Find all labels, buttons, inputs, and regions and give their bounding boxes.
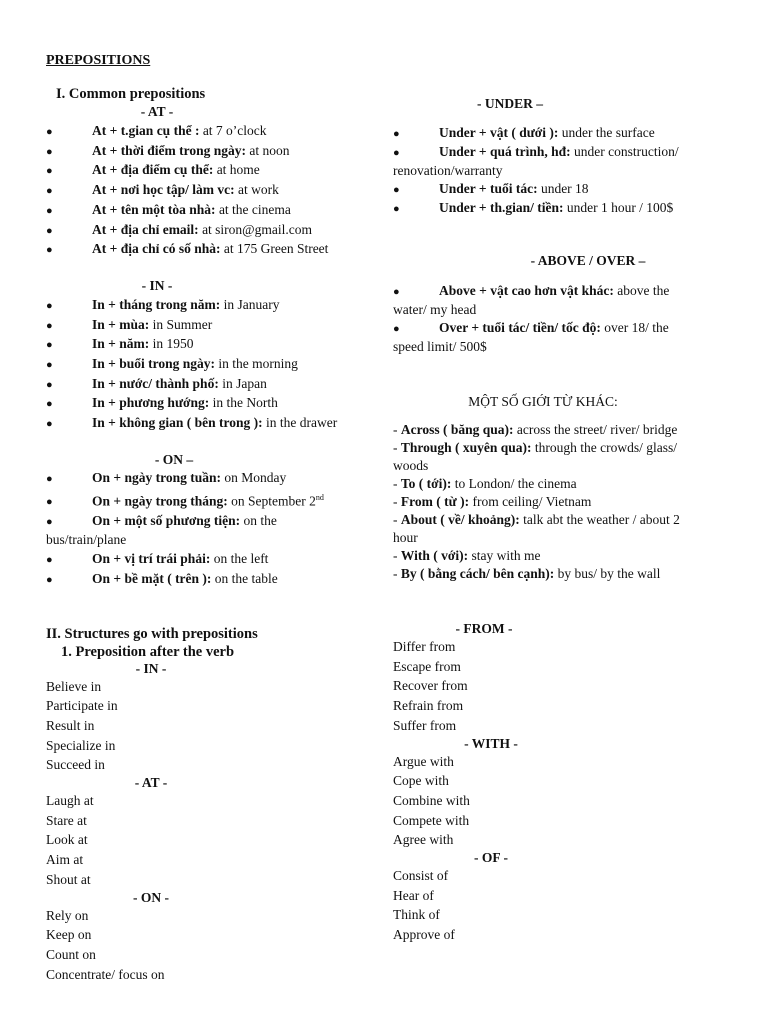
section1-heading: I. Common prepositions [56,86,206,102]
list-item [46,240,376,260]
list-item: Think of [393,907,440,923]
verb-of-list [393,866,733,945]
list-item-term: At + nơi học tập/ làm vc: [92,182,235,198]
list-item [46,512,376,532]
list-item: Agree with [393,832,454,848]
in-heading: - IN - [141,277,173,293]
list-item: Concentrate/ focus on [46,966,165,982]
page-title: PREPOSITIONS [46,53,151,68]
verb-at-list [46,791,376,890]
list-item: hour [393,530,418,545]
list-item: Argue with [393,753,454,769]
in-list [46,296,376,434]
list-item: - To ( tới): to London/ the cinema [393,476,577,491]
list-item-term: In + năm: [92,336,150,352]
list-item-term: Under + tuổi tác: [439,181,538,196]
list-item: ● Under + th.gian/ tiền: under 1 hour / 100$ [393,199,733,218]
list-item: Consist of [393,868,449,884]
list-item: Result in [46,717,95,733]
list-item: Shout at [46,871,91,887]
list-item [46,414,376,434]
list-item-term: Over + tuổi tác/ tiền/ tốc độ: [439,320,601,335]
list-item: ● Under + quá trình, hđ: under construction/ renovation/warranty [393,144,679,178]
list-item-term: Above + vật cao hơn vật khác: [439,283,614,298]
bullet-icon: ● [393,286,400,298]
list-item-text: In + không gian ( bên trong ): in the drawer [92,415,338,431]
verb-of-heading: - OF - [474,850,508,866]
list-item-term: On + ngày trong tháng: [92,493,228,509]
list-item-text: In + mùa: in Summer [92,316,213,332]
list-item: woods [393,458,429,473]
list-item-term: About ( về/ khoảng): [400,512,520,527]
section2-subheading: 1. Preposition after the verb [61,643,235,660]
list-item-term: On + ngày trong tuần: [92,469,221,485]
list-item: Stare at [46,812,87,828]
list-item: Count on [46,947,96,962]
bullet-icon: ● [46,398,53,411]
above-heading: - ABOVE / OVER – [530,253,646,268]
list-item [46,161,376,181]
list-item-continuation: bus/train/plane [46,532,127,548]
verb-at-heading: - AT - [134,775,168,791]
list-item: - About ( về/ khoảng): talk abt the weather / about 2 [393,512,680,527]
list-item-term: At + thời điểm trong ngày: [92,142,247,158]
bullet-icon: ● [46,515,53,528]
bullet-icon: ● [46,145,53,158]
bullet-icon: ● [46,554,53,567]
list-item-term: At + tên một tòa nhà: [92,201,216,217]
list-item-term: On + bề mặt ( trên ): [92,570,212,586]
list-item [46,570,376,590]
list-item-term: By ( bằng cách/ bên cạnh): [400,566,555,581]
list-item: Cope with [393,773,449,789]
list-item-text: On + một số phương tiện: on the [92,512,277,528]
list-item-term: Under + quá trình, hđ: [439,144,571,159]
bullet-icon: ● [46,359,53,372]
list-item [46,489,376,512]
list-item [46,316,376,336]
list-item: ● Above + vật cao hơn vật khác: above the water/ my head [393,283,670,317]
list-item [46,201,376,221]
list-item-text: On + ngày trong tháng: on September 2nd [92,492,324,509]
bullet-icon: ● [46,418,53,431]
list-item: Differ from [393,639,456,654]
bullet-icon: ● [393,323,400,335]
bullet-icon: ● [393,128,400,140]
other-list [393,421,733,583]
list-item-text: In + buổi trong ngày: in the morning [92,356,298,372]
list-item-text: At + địa chỉ email: at siron@gmail.com [92,221,312,237]
right-column [393,96,733,945]
list-item-text: On + bề mặt ( trên ): on the table [92,570,278,586]
left-column [46,86,376,984]
list-item [46,375,376,395]
bullet-icon: ● [393,184,400,196]
list-item: - From ( từ ): from ceiling/ Vietnam [393,494,592,509]
list-item: Succeed in [46,757,105,773]
list-item: - By ( bằng cách/ bên cạnh): by bus/ by the wall [393,566,661,581]
list-item-term: Through ( xuyên qua): [400,440,532,455]
list-item-term: On + một số phương tiện: [92,512,241,528]
bullet-icon: ● [46,299,53,312]
under-list [393,124,733,218]
list-item-text: In + nước/ thành phố: in Japan [92,375,267,391]
on-list [46,469,376,590]
list-item-term: From ( từ ): [400,494,470,509]
list-item-term: In + không gian ( bên trong ): [92,415,263,431]
list-item [46,335,376,355]
list-item-term: In + buổi trong ngày: [92,356,215,372]
list-item-term: In + mùa: [92,316,150,332]
list-item [46,142,376,162]
list-item-term: In + tháng trong năm: [92,296,221,312]
list-item [46,221,376,241]
list-item-term: At + t.gian cụ thể : [92,123,200,138]
list-item-term: In + nước/ thành phố: [92,375,219,391]
bullet-icon: ● [393,147,400,159]
list-item: Refrain from [393,698,464,714]
list-item-term: At + địa chỉ có số nhà: [92,241,221,257]
verb-from-heading: - FROM - [455,621,513,636]
on-heading: - ON – [154,451,194,467]
list-item: Approve of [393,927,455,943]
list-item-term: To ( tới): [400,476,452,491]
list-item-term: Under + vật ( dưới ): [439,125,559,140]
list-item: Recover from [393,678,468,694]
under-heading: - UNDER – [477,96,543,111]
list-item-text: At + thời điểm trong ngày: at noon [92,142,290,158]
list-item: Participate in [46,698,118,714]
above-list [393,282,733,356]
list-item: ● Under + tuổi tác: under 18 [393,180,733,199]
list-item: Believe in [46,678,102,694]
bullet-icon: ● [46,573,53,586]
other-heading: MỘT SỐ GIỚI TỪ KHÁC: [468,394,618,409]
bullet-icon: ● [46,165,53,178]
list-item: Combine with [393,792,470,808]
list-item-term: Under + th.gian/ tiền: [439,200,564,215]
bullet-icon: ● [46,472,53,485]
bullet-icon: ● [46,319,53,332]
list-item-text: In + tháng trong năm: in January [92,296,280,312]
verb-with-list [393,752,733,851]
superscript: nd [315,492,324,502]
list-item: Specialize in [46,737,116,753]
list-item: Rely on [46,907,89,923]
list-item: ● Under + vật ( dưới ): under the surface [393,124,733,143]
list-item-term: With ( với): [400,548,469,563]
verb-in-heading: - IN - [135,660,167,676]
list-item: Look at [46,832,88,848]
list-item [46,550,376,570]
list-item [46,355,376,375]
list-item-text: In + năm: in 1950 [92,336,194,352]
list-item-text: At + địa điểm cụ thể: at home [92,162,260,178]
list-item [46,394,376,414]
list-item-text: On + vị trí trái phải: on the left [92,551,269,567]
bullet-icon: ● [46,204,53,217]
list-item-text: In + phương hướng: in the North [92,395,278,411]
list-item [46,122,376,142]
list-item-term: Across ( băng qua): [400,422,514,437]
list-item: Keep on [46,927,92,943]
bullet-icon: ● [46,496,53,509]
list-item-text: At + tên một tòa nhà: at the cinema [92,201,291,217]
verb-on-heading: - ON - [133,889,169,905]
list-item: ● Over + tuổi tác/ tiền/ tốc độ: over 18/ the speed limit/ 500$ [393,320,669,354]
list-item: Suffer from [393,717,457,733]
list-item-text: At + địa chỉ có số nhà: at 175 Green Street [92,241,329,257]
list-item-term: In + phương hướng: [92,395,210,411]
bullet-icon: ● [46,126,53,138]
at-heading: - AT - [140,104,174,119]
list-item: Compete with [393,812,470,828]
section2-heading: II. Structures go with prepositions [46,625,258,642]
list-item: Escape from [393,658,461,674]
verb-on-list [46,906,376,985]
list-item-text: At + nơi học tập/ làm vc: at work [92,182,279,198]
list-item: - With ( với): stay with me [393,548,541,563]
bullet-icon: ● [46,244,53,257]
verb-in-list [46,677,376,776]
bullet-icon: ● [46,224,53,237]
list-item: Laugh at [46,793,94,809]
list-item [46,181,376,201]
list-item: Hear of [393,887,434,903]
list-item: - Across ( băng qua): across the street/ river/ bridge [393,422,678,437]
verb-from-list [393,637,733,736]
bullet-icon: ● [46,185,53,198]
list-item [46,469,376,489]
at-list [46,122,376,260]
bullet-icon: ● [46,378,53,391]
list-item: Aim at [46,852,84,868]
list-item-text: On + ngày trong tuần: on Monday [92,469,287,485]
list-item-term: On + vị trí trái phải: [92,551,211,567]
list-item-term: At + địa điểm cụ thể: [92,162,214,178]
list-item [46,296,376,316]
list-item-text: At + t.gian cụ thể : at 7 o’clock [92,123,267,138]
list-item-term: At + địa chỉ email: [92,221,199,237]
list-item: - Through ( xuyên qua): through the crowds/ glass/ [393,440,678,455]
verb-with-heading: - WITH - [464,735,518,751]
bullet-icon: ● [46,339,53,352]
bullet-icon: ● [393,203,400,215]
